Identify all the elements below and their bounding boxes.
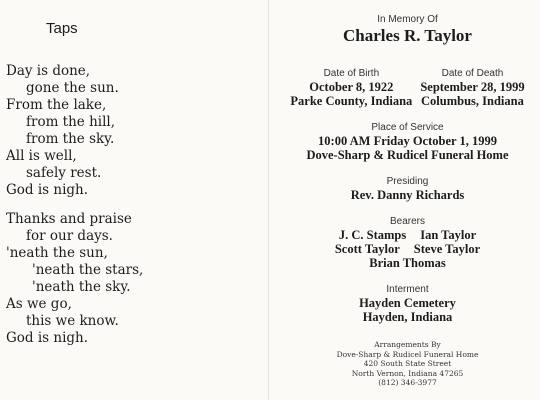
birth-info: [290, 68, 412, 108]
memorial-heading: In Memory Of: [377, 14, 438, 25]
poem-stanza-2: [6, 211, 261, 347]
interment-place: Hayden, Indiana: [362, 310, 453, 324]
death-info: [420, 68, 524, 108]
service-label: Place of Service: [371, 122, 444, 133]
presiding-label: Presiding: [386, 176, 429, 187]
poem-line: for our days.: [26, 228, 113, 244]
poem-line: God is nigh.: [6, 330, 89, 346]
poem-line: From the lake,: [6, 97, 107, 113]
poem-line: from the hill,: [26, 114, 116, 130]
poem-title: Taps: [46, 20, 78, 37]
interment-section: [275, 284, 540, 324]
service-time: 10:00 AM Friday October 1, 1999: [318, 134, 497, 148]
bearer-name: Ian Taylor: [420, 228, 477, 242]
poem-line: All is well,: [6, 148, 77, 164]
funeral-home-city: North Vernon, Indiana 47265: [351, 368, 464, 378]
bearer-name: Scott Taylor: [334, 242, 400, 256]
birth-label: Date of Birth: [323, 68, 380, 79]
poem-panel: [6, 0, 261, 400]
interment-cemetery: Hayden Cemetery: [359, 296, 456, 310]
memorial-panel: [275, 0, 540, 400]
poem-line: gone the sun.: [26, 80, 119, 96]
poem-line: this we know.: [26, 313, 119, 329]
poem-line: safely rest.: [26, 165, 102, 181]
poem-line: God is nigh.: [6, 182, 89, 198]
birth-place: Parke County, Indiana: [290, 94, 413, 108]
death-date: September 28, 1999: [420, 80, 525, 94]
dates-section: [275, 68, 540, 108]
poem-line: As we go,: [6, 296, 72, 312]
death-place: Columbus, Indiana: [421, 94, 524, 108]
bearer-name: Steve Taylor: [413, 242, 481, 256]
bearer-name: J. C. Stamps: [338, 228, 407, 242]
poem-line: 'neath the sky.: [32, 279, 131, 295]
memorial-header: [275, 14, 540, 45]
poem-line: Day is done,: [6, 63, 91, 79]
poem-line: Thanks and praise: [6, 211, 132, 227]
bearers-label: Bearers: [389, 216, 425, 227]
birth-date: October 8, 1922: [309, 80, 394, 94]
death-label: Date of Death: [441, 68, 504, 79]
deceased-name: Charles R. Taylor: [343, 26, 472, 45]
arrangements-label: Arrangements By: [374, 340, 441, 349]
poem-line: from the sky.: [26, 131, 115, 147]
poem-line: 'neath the sun,: [6, 245, 108, 261]
funeral-home-street: 420 South State Street: [363, 359, 452, 368]
fold-line: [268, 0, 269, 400]
presiding-section: [275, 176, 540, 202]
funeral-home-name: Dove-Sharp & Rudicel Funeral Home: [336, 349, 479, 359]
poem-line: 'neath the stars,: [32, 262, 144, 278]
poem-stanza-1: [6, 63, 261, 199]
interment-label: Interment: [386, 284, 429, 295]
bearers-section: [275, 216, 540, 270]
presiding-name: Rev. Danny Richards: [350, 188, 465, 202]
service-location: Dove-Sharp & Rudicel Funeral Home: [306, 148, 509, 162]
service-section: [275, 122, 540, 162]
arrangements-section: [275, 340, 540, 388]
bearer-name: Brian Thomas: [369, 256, 446, 270]
funeral-home-phone: (812) 346-3977: [378, 378, 437, 387]
